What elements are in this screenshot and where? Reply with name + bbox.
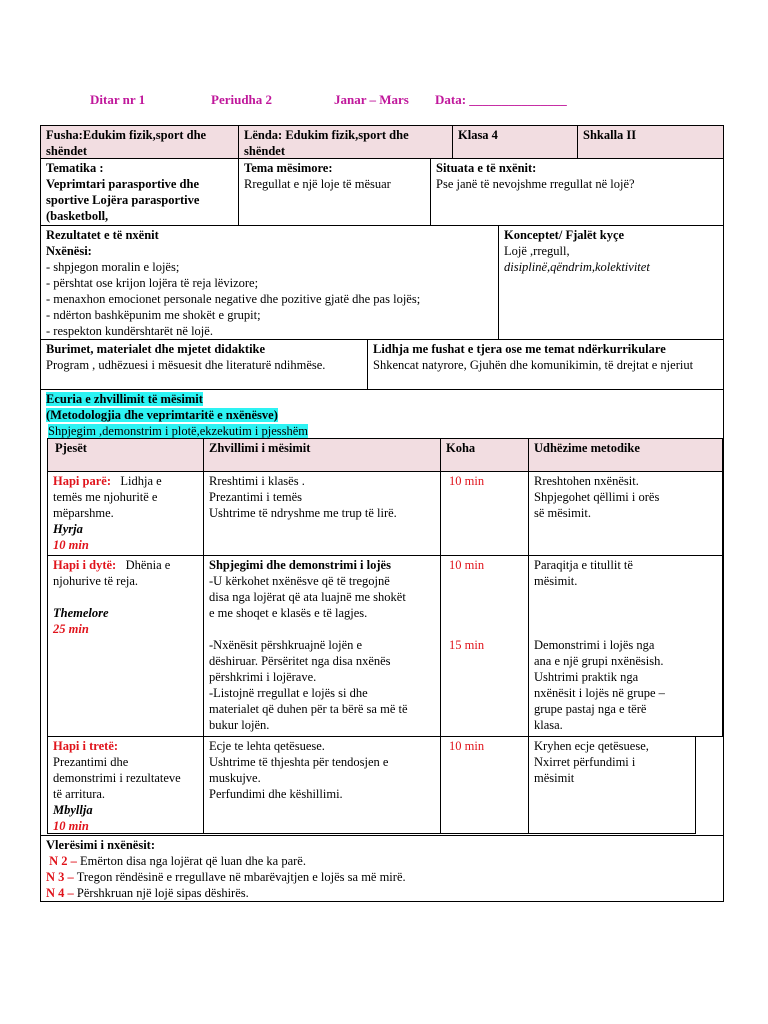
outcome-item: - shpjegon moralin e lojës; bbox=[46, 260, 180, 274]
step3-desc: të arritura. bbox=[53, 787, 106, 801]
guide-line: Kryhen ecje qetësuese, bbox=[534, 739, 649, 753]
period: Periudha 2 bbox=[211, 92, 273, 107]
evaluation-title: Vlerësimi i nxënësit: bbox=[46, 838, 156, 852]
dev-line: Ecje te lehta qetësuese. bbox=[209, 739, 325, 753]
guide-line: Nxirret përfundimi i bbox=[534, 755, 636, 769]
lesson-topic-cell bbox=[238, 158, 431, 226]
topic-text: Rregullat e një loje të mësuar bbox=[244, 177, 391, 191]
learning-situation-cell bbox=[430, 158, 724, 226]
step2-cell bbox=[47, 555, 204, 737]
guide-line: së mësimit. bbox=[534, 506, 591, 520]
resources-cell bbox=[40, 339, 368, 390]
time-text: 10 min bbox=[449, 474, 485, 488]
time-text: 10 min bbox=[449, 558, 485, 572]
key-concepts-cell bbox=[498, 225, 724, 340]
topic-label: Tema mësimore: bbox=[244, 161, 333, 175]
subject-cell bbox=[238, 125, 453, 159]
outcome-item: - respekton kundërshtarët në lojë. bbox=[46, 324, 213, 338]
dev-line: muskujve. bbox=[209, 771, 261, 785]
concepts-line2: disiplinë,qëndrim,kolektivitet bbox=[504, 260, 650, 274]
time-text: 10 min bbox=[449, 739, 485, 753]
class-text: Klasa 4 bbox=[458, 128, 498, 142]
col-header-text: Koha bbox=[446, 441, 476, 455]
step2-phase: Themelore bbox=[53, 606, 109, 620]
step3-development bbox=[203, 736, 441, 834]
step1-desc: mëparshme. bbox=[53, 506, 114, 520]
guide-line: mësimit. bbox=[534, 574, 578, 588]
step3-duration: 10 min bbox=[53, 819, 89, 833]
links-text: Shkencat natyrore, Gjuhën dhe komunikimin, të drejtat e njeriut bbox=[373, 358, 694, 372]
guide-line: Ushtrimi praktik nga bbox=[534, 670, 639, 684]
step1-label: Hapi parë: bbox=[53, 474, 111, 488]
resources-text: Program , udhëzuesi i mësuesit dhe literaturë ndihmëse. bbox=[46, 358, 326, 372]
step1-time bbox=[440, 471, 529, 556]
level-n3: N 3 – bbox=[46, 870, 74, 884]
step3-label: Hapi i tretë: bbox=[53, 739, 119, 753]
level-n4: N 4 – bbox=[46, 886, 74, 900]
col-header-text: Udhëzime metodike bbox=[534, 441, 640, 455]
level-cell bbox=[577, 125, 724, 159]
guide-line: Rreshtohen nxënësit. bbox=[534, 474, 639, 488]
step3-guidance bbox=[528, 736, 696, 834]
evaluation-cell bbox=[40, 835, 724, 902]
guide-line: Shpjegohet qëllimi i orës bbox=[534, 490, 660, 504]
step1-development bbox=[203, 471, 441, 556]
dev-line: disa nga lojërat që ata luajnë me shokët bbox=[209, 590, 406, 604]
step2-time bbox=[440, 555, 529, 737]
field-text: Fusha:Edukim fizik,sport dhe shëndet bbox=[46, 128, 207, 158]
outcome-item: - ndërton bashkëpunim me shokët e grupit; bbox=[46, 308, 261, 322]
situation-text: Pse janë të nevojshme rregullat në lojë? bbox=[436, 177, 635, 191]
step2-guidance bbox=[528, 555, 723, 737]
resources-label: Burimet, materialet dhe mjetet didaktike bbox=[46, 342, 266, 356]
col-header-text: Pjesët bbox=[55, 441, 87, 455]
level-text: Shkalla II bbox=[583, 128, 637, 142]
dev-line: Rreshtimi i klasës . bbox=[209, 474, 305, 488]
step1-desc: temës me njohuritë e bbox=[53, 490, 158, 504]
step3-desc: demonstrimi i rezultateve bbox=[53, 771, 181, 785]
level-n2: N 2 – bbox=[49, 854, 77, 868]
field-cell bbox=[40, 125, 239, 159]
dev-line: -Listojnë rregullat e lojës si dhe bbox=[209, 686, 368, 700]
level-n4-text: Përshkruan një lojë sipas dëshirës. bbox=[76, 886, 249, 900]
step1-duration: 10 min bbox=[53, 538, 89, 552]
links-cell bbox=[367, 339, 724, 390]
months: Janar – Mars bbox=[334, 92, 409, 107]
dev-line: e me shoqet e klasës e të lagjes. bbox=[209, 606, 368, 620]
dev-line: Ushtrime të ndryshme me trup të lirë. bbox=[209, 506, 397, 520]
guide-line: grupe pastaj nga e tërë bbox=[534, 702, 647, 716]
time-text: 15 min bbox=[449, 638, 485, 652]
step3-cell bbox=[47, 736, 204, 834]
step2-duration: 25 min bbox=[53, 622, 89, 636]
flow-title-2: (Metodologjia dhe veprimtaritë e nxënësve) bbox=[46, 408, 278, 422]
outcome-item: - përshtat ose krijon lojëra të reja lëvizore; bbox=[46, 276, 259, 290]
col-header-guidance bbox=[528, 438, 723, 472]
dev-line: -U kërkohet nxënësve që të tregojnë bbox=[209, 574, 390, 588]
step2-label: Hapi i dytë: bbox=[53, 558, 117, 572]
step2-desc: njohurive të reja. bbox=[53, 574, 139, 588]
outcome-item: - menaxhon emocionet personale negative dhe pozitive gjatë dhe pas lojës; bbox=[46, 292, 421, 306]
step3-phase: Mbyllja bbox=[53, 803, 93, 817]
dev-line: Perfundimi dhe këshillimi. bbox=[209, 787, 343, 801]
col-header-development bbox=[203, 438, 441, 472]
dev-line: dëshiruar. Përsëritet nga disa nxënës bbox=[209, 654, 391, 668]
theme-label: Tematika : bbox=[46, 161, 104, 175]
col-header-time bbox=[440, 438, 529, 472]
methods-line bbox=[48, 423, 308, 439]
step3-desc: Prezantimi dhe bbox=[53, 755, 129, 769]
flow-title bbox=[46, 391, 278, 423]
dev-line: Prezantimi i temës bbox=[209, 490, 303, 504]
dev-line: Ushtrime të thjeshta për tendosjen e bbox=[209, 755, 389, 769]
dev-line: bukur lojën. bbox=[209, 718, 270, 732]
guide-line: klasa. bbox=[534, 718, 563, 732]
date-field: Data: _______________ bbox=[435, 92, 567, 107]
step1-cell bbox=[47, 471, 204, 556]
step3-time bbox=[440, 736, 529, 834]
col-header-parts bbox=[47, 438, 204, 472]
guide-line: ana e një grupi nxënësish. bbox=[534, 654, 664, 668]
flow-title-1: Ecuria e zhvillimit të mësimit bbox=[46, 392, 203, 406]
situation-label: Situata e të nxënit: bbox=[436, 161, 537, 175]
step1-desc: Lidhja e bbox=[120, 474, 162, 488]
dev-line: materialet që duhen për ta bërë sa më të bbox=[209, 702, 408, 716]
dev-line: përshkrimi i lojërave. bbox=[209, 670, 317, 684]
step1-guidance bbox=[528, 471, 723, 556]
level-n2-text: Emërton disa nga lojërat që luan dhe ka parë. bbox=[80, 854, 306, 868]
dev-title: Shpjegimi dhe demonstrimi i lojës bbox=[209, 558, 391, 572]
subject-text: Lënda: Edukim fizik,sport dhe shëndet bbox=[244, 128, 409, 158]
step1-phase: Hyrja bbox=[53, 522, 83, 536]
guide-line: mësimit bbox=[534, 771, 575, 785]
students-label: Nxënësi: bbox=[46, 244, 92, 258]
concepts-line1: Lojë ,rregull, bbox=[504, 244, 570, 258]
learning-outcomes-cell bbox=[40, 225, 499, 340]
step2-desc: Dhënia e bbox=[125, 558, 171, 572]
links-label: Lidhja me fushat e tjera ose me temat ndërkurrikulare bbox=[373, 342, 666, 356]
guide-line: Paraqitja e titullit të bbox=[534, 558, 633, 572]
concepts-label: Konceptet/ Fjalët kyçe bbox=[504, 228, 625, 242]
methods-text: Shpjegim ,demonstrim i plotë,ekzekutim i pjesshëm bbox=[48, 424, 309, 438]
guide-line: nxënësit i lojës në grupe – bbox=[534, 686, 665, 700]
theme-text: Veprimtari parasportive dhe sportive Lojëra parasportive (basketboll, bbox=[46, 177, 200, 223]
dev-line: -Nxënësit përshkruajnë lojën e bbox=[209, 638, 363, 652]
outcomes-label: Rezultatet e të nxënit bbox=[46, 228, 159, 242]
step2-development bbox=[203, 555, 441, 737]
ditar-number: Ditar nr 1 bbox=[90, 92, 146, 107]
level-n3-text: Tregon rëndësinë e rregullave në mbarëvajtjen e lojës sa më mirë. bbox=[76, 870, 406, 884]
class-cell bbox=[452, 125, 578, 159]
theme-cell bbox=[40, 158, 239, 226]
col-header-text: Zhvillimi i mësimit bbox=[209, 441, 311, 455]
guide-line: Demonstrimi i lojës nga bbox=[534, 638, 655, 652]
